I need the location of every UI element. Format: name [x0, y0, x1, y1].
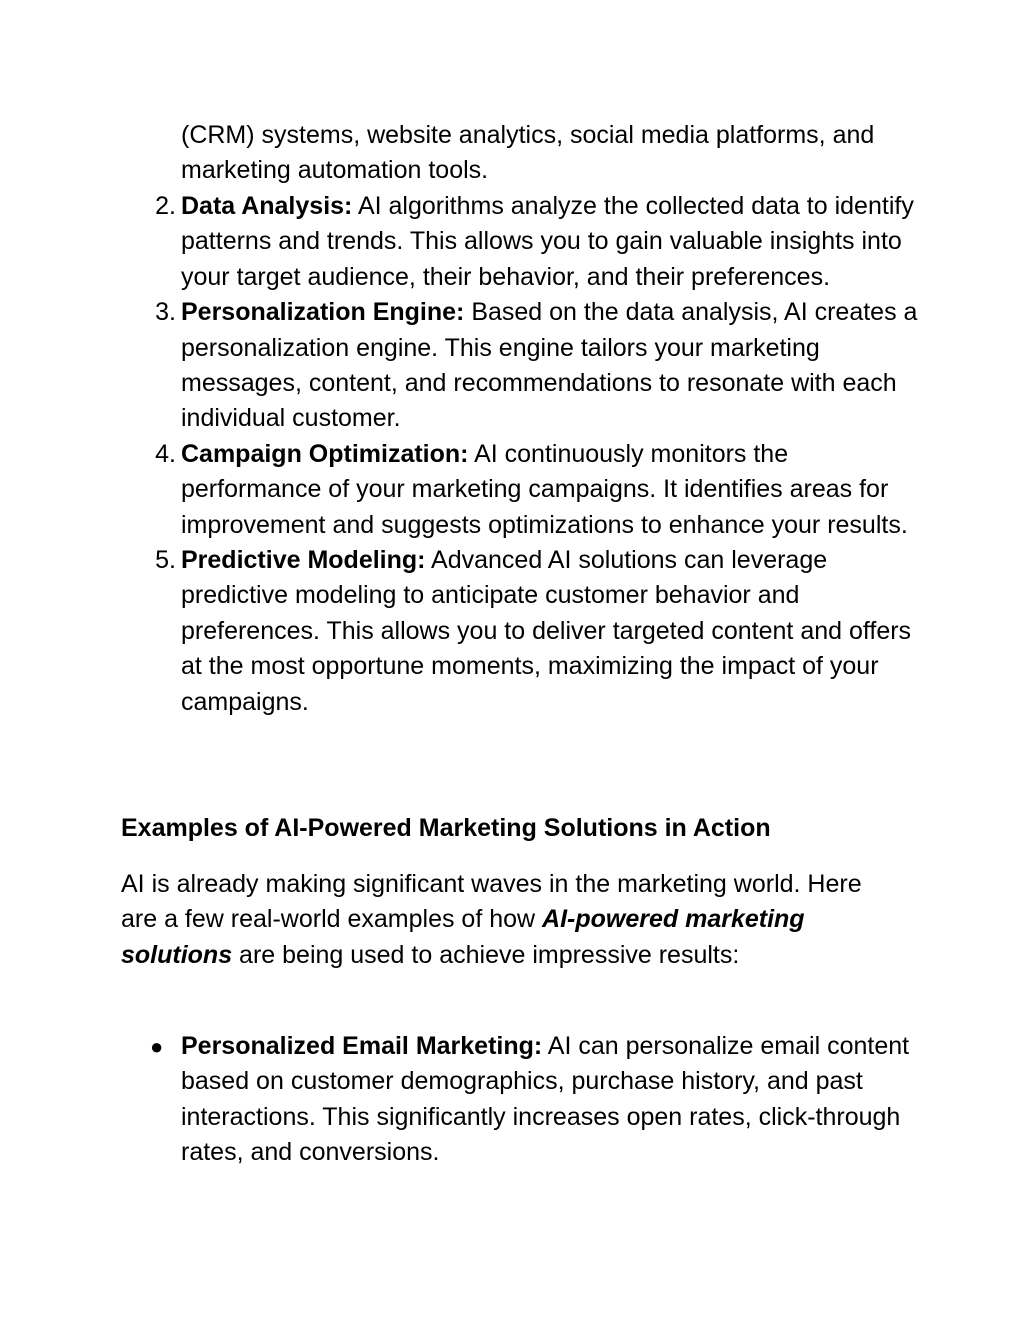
- list-item-predictive-modeling: [0, 543, 921, 720]
- list-item-body: AI algorithms analyze the collected data to identify patterns and trends. This allows you to gain valuable insights into your target audience, their behavior, and their preferences.: [181, 192, 914, 291]
- list-item-body: Based on the data analysis, AI creates a personalization engine. This engine tailors your marketing messages, content, and recommendations to resonate with each individual customer.: [181, 298, 918, 433]
- list-item-title: Data Analysis:: [181, 192, 353, 220]
- list-item-title: Personalization Engine:: [181, 298, 465, 327]
- list-item-data-analysis: [0, 189, 921, 295]
- intro-paragraph: [121, 867, 881, 973]
- list-item-body: Advanced AI solutions can leverage predictive modeling to anticipate customer behavior and preferences. This allows you to deliver targeted content and offers at the most opportune moments, maximizing the impact of your campaigns.: [181, 546, 912, 716]
- section-heading: Examples of AI-Powered Marketing Solutions in Action: [121, 814, 771, 842]
- bullet-item-title: Personalized Email Marketing:: [181, 1032, 543, 1060]
- list-number: 5.: [155, 546, 176, 575]
- list-number: 2.: [155, 192, 176, 220]
- list-item-title: Predictive Modeling:: [181, 546, 426, 575]
- numbered-list: [0, 189, 1024, 720]
- list-item-body: AI continuously monitors the performance of your marketing campaigns. It identifies areas for improvement and suggests optimizations to enhance your results.: [181, 439, 908, 539]
- list-item-title: Campaign Optimization:: [181, 439, 469, 468]
- bullet-item-personalized-email: [0, 1029, 921, 1171]
- bullet-icon: ●: [150, 1034, 164, 1059]
- list-number: 3.: [155, 298, 176, 327]
- intro-text-after: are being used to achieve impressive results:: [232, 940, 740, 969]
- bullet-list: [0, 1029, 1024, 1171]
- intro-emphasis: AI-powered marketing solutions: [121, 905, 805, 969]
- list-item-campaign-optimization: [0, 437, 921, 543]
- list-item-continuation: (CRM) systems, website analytics, social media platforms, and marketing automation tools.: [181, 121, 875, 185]
- bullet-item-body: AI can personalize email content based on customer demographics, purchase history, and past interactions. This significantly increases open rates, click-through rates, and conversions.: [181, 1032, 910, 1167]
- intro-text-before: AI is already making significant waves in the marketing world. Here are a few real-world examples of how: [121, 870, 862, 934]
- list-number: 4.: [155, 439, 176, 468]
- list-item-personalization-engine: [0, 295, 921, 437]
